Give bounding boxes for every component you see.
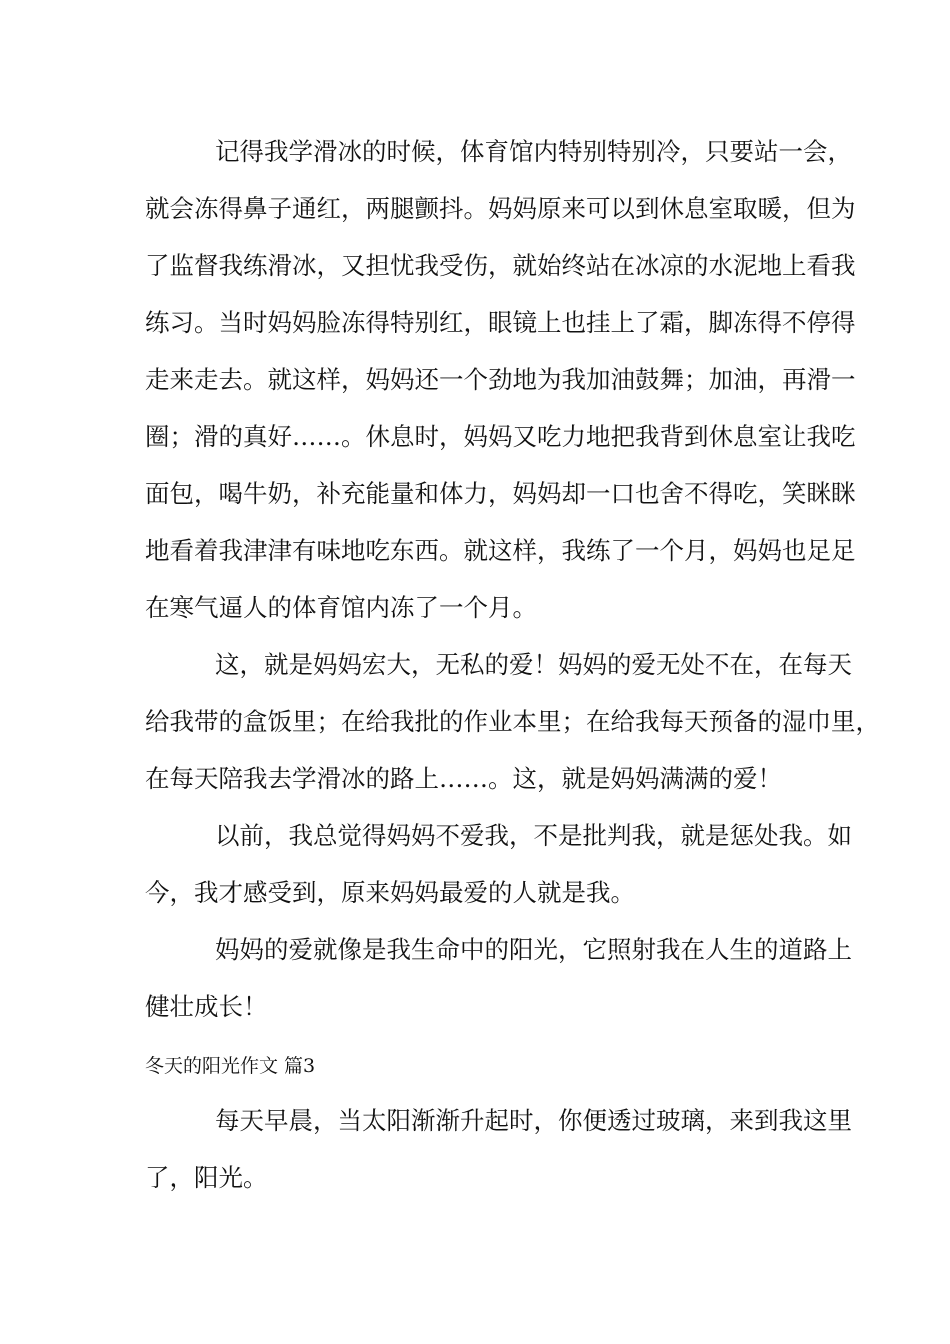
- text-line: 每天早晨，当太阳渐渐升起时，你便透过玻璃，来到我这里: [215, 1106, 852, 1135]
- text-line: 了，阳光。: [145, 1163, 268, 1192]
- section-heading: 冬天的阳光作文 篇3: [145, 1055, 316, 1077]
- text-line: 走来走去。就这样，妈妈还一个劲地为我加油鼓舞；加油，再滑一: [145, 365, 856, 394]
- text-line: 练习。当时妈妈脸冻得特别红，眼镜上也挂上了霜，脚冻得不停得: [145, 308, 856, 337]
- text-line: 面包，喝牛奶，补充能量和体力，妈妈却一口也舍不得吃，笑眯眯: [145, 479, 856, 508]
- text-line: 圈；滑的真好……。休息时，妈妈又吃力地把我背到休息室让我吃: [145, 422, 856, 451]
- text-line: 给我带的盒饭里；在给我批的作业本里；在给我每天预备的湿巾里，: [145, 707, 880, 736]
- text-line: 了监督我练滑冰，又担忧我受伤，就始终站在冰凉的水泥地上看我: [145, 251, 856, 280]
- text-line: 在寒气逼人的体育馆内冻了一个月。: [145, 593, 537, 622]
- text-line: 记得我学滑冰的时候，体育馆内特别特别冷，只要站一会，: [215, 137, 852, 166]
- text-line: 健壮成长！: [145, 992, 268, 1021]
- text-line: 以前，我总觉得妈妈不爱我，不是批判我，就是惩处我。如: [215, 821, 852, 850]
- text-line: 今，我才感受到，原来妈妈最爱的人就是我。: [145, 878, 635, 907]
- text-line: 妈妈的爱就像是我生命中的阳光，它照射我在人生的道路上: [215, 935, 852, 964]
- text-line: 这，就是妈妈宏大，无私的爱！妈妈的爱无处不在，在每天: [215, 650, 852, 679]
- text-line: 在每天陪我去学滑冰的路上……。这，就是妈妈满满的爱！: [145, 764, 782, 793]
- text-line: 就会冻得鼻子通红，两腿颤抖。妈妈原来可以到休息室取暖，但为: [145, 194, 856, 223]
- text-line: 地看着我津津有味地吃东西。就这样，我练了一个月，妈妈也足足: [145, 536, 856, 565]
